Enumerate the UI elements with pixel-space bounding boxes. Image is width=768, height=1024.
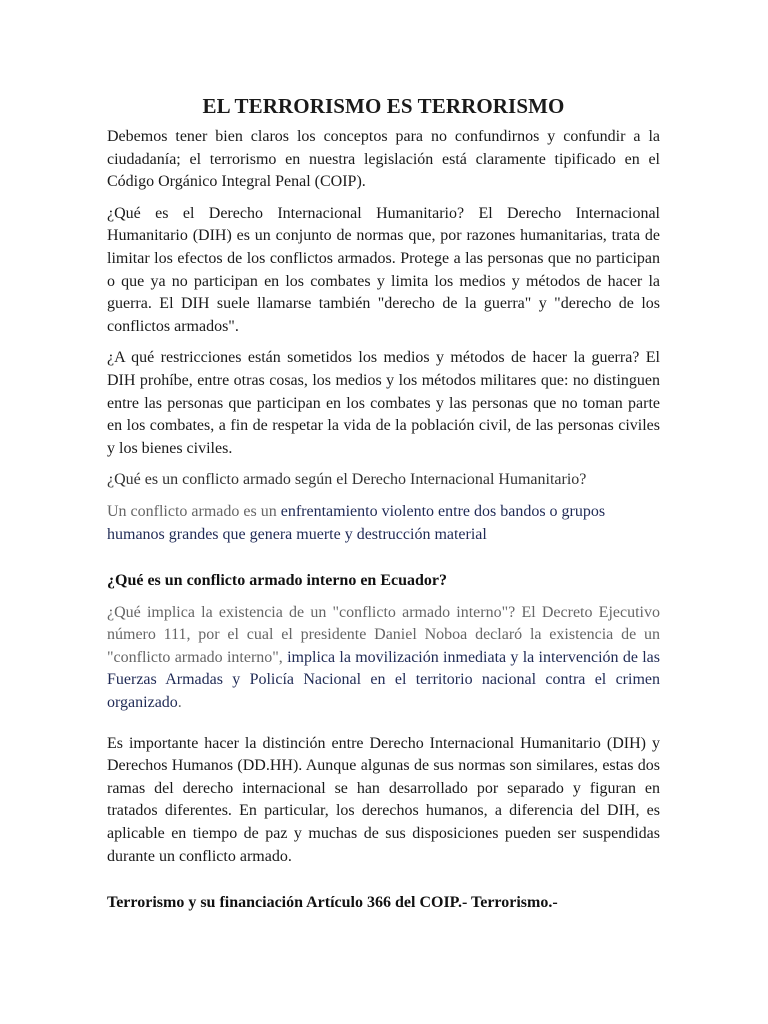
internal-conflict-answer [107, 602, 660, 715]
armed-conflict-answer-link: enfrentamiento violento entre dos bandos o grupos humanos grandes que genera muerte y destrucción material [107, 502, 606, 543]
dih-vs-human-rights-paragraph: Es importante hacer la distinción entre Derecho Internacional Humanitario (DIH) y Derechos Humanos (DD.HH). Aunque algunas de sus normas son similares, estas dos ramas del derecho internacional se han desarrollado por separado y figuran en tratados diferentes. En particular, los derechos humanos, a diferencia del DIH, es aplicable en tiempo de paz y muchas de sus disposiciones pueden ser suspendidas durante un conflicto armado. [107, 734, 660, 865]
internal-conflict-answer-lead: ¿Qué implica la existencia de un "conflicto armado interno"? El Decreto Ejecutivo número 111, por el cual el presidente Daniel Noboa declaró la existencia de un "conflicto armado interno", [107, 603, 660, 666]
internal-conflict-answer-link: implica la movilización inmediata y la intervención de las Fuerzas Armadas y Policía Nacional en el territorio nacional contra el crimen organizado [107, 648, 660, 712]
war-restrictions-paragraph: ¿A qué restricciones están sometidos los medios y métodos de hacer la guerra? El DIH prohíbe, entre otras cosas, los medios y los métodos militares que: no distinguen entre las personas que participan en los combates y las personas que no toman parte en los combates, a fin de respetar la vida de la población civil, de las personas civiles y los bienes civiles. [107, 349, 660, 457]
terrorism-financing-heading: Terrorismo y su financiación Artículo 366 del COIP.- Terrorismo.- [107, 894, 558, 912]
armed-conflict-answer [107, 501, 660, 546]
internal-conflict-answer-end: . [177, 694, 182, 712]
dih-definition-paragraph: ¿Qué es el Derecho Internacional Humanitario? El Derecho Internacional Humanitario (DIH) es un conjunto de normas que, por razones humanitarias, trata de limitar los efectos de los conflictos armados. Protege a las personas que no participan o que ya no participan en los combates y limita los medios y métodos de hacer la guerra. El DIH suele llamarse también "derecho de la guerra" y "derecho de los conflictos armados". [107, 204, 660, 335]
document-title: EL TERRORISMO ES TERRORISMO [202, 94, 565, 118]
internal-conflict-heading: ¿Qué es un conflicto armado interno en Ecuador? [107, 572, 447, 590]
armed-conflict-answer-lead: Un conflicto armado es un [107, 502, 281, 520]
intro-paragraph: Debemos tener bien claros los conceptos para no confundirnos y confundir a la ciudadanía; el terrorismo en nuestra legislación está claramente tipificado en el Código Orgánico Integral Penal (COIP). [107, 128, 660, 191]
armed-conflict-question: ¿Qué es un conflicto armado según el Derecho Internacional Humanitario? [107, 471, 587, 489]
